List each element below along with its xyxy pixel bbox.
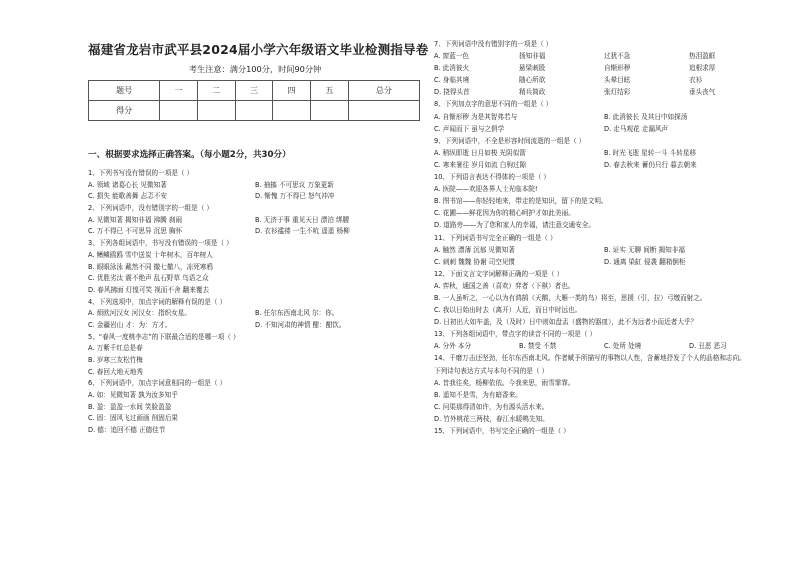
question-13-stem: 13、下列各组词语中，带点字的读音不同的一项是（ ） bbox=[434, 330, 597, 339]
score-cell-5: 五 bbox=[311, 81, 349, 101]
question-12-option-d[interactable]: D. 日初出大如车盖，及（及时）日中则如盘盂（盛物的器皿），此不为远者小而近者大乎？ bbox=[434, 318, 698, 327]
question-14-option-d[interactable]: D. 竹外桃花三两枝，春江水暖鸭先知。 bbox=[434, 414, 549, 423]
question-1-stem: 1、下列书写没有错误的一项是（ ） bbox=[88, 169, 194, 177]
question-1-option-d[interactable]: D. 惭愧 万不得已 怒气冲冲 bbox=[255, 192, 335, 201]
q7-d-word-3: 张灯结彩 bbox=[604, 88, 631, 97]
question-1-options-row1 bbox=[88, 181, 422, 190]
question-11-option-a[interactable]: A. 触然 漂薄 沉郁 见微知著 bbox=[434, 245, 515, 254]
q7-b-word-1: B. 此消彼火 bbox=[434, 64, 470, 73]
question-12-option-c[interactable]: C. 我以日始出时去（离开）人近，而日中时远也。 bbox=[434, 306, 582, 315]
score-cell-label: 题号 bbox=[89, 81, 160, 101]
question-10-stem: 10、下列语言表达不得体的一项是（ ） bbox=[434, 173, 550, 182]
question-14-option-a[interactable]: A. 昔我往矣，杨柳依依。今我来思，雨雪霏霏。 bbox=[434, 378, 575, 387]
question-2-option-b[interactable]: B. 无济于事 重见天日 漂泊 绑腰 bbox=[255, 215, 350, 224]
question-11-stem: 11、下列词语书写完全正确的一组是（ ） bbox=[434, 233, 557, 242]
q7-b-word-3: 自惭形秽 bbox=[604, 64, 631, 73]
question-11-options-row1 bbox=[434, 246, 774, 255]
question-8-option-b[interactable]: B. 此消彼长 及其日中如探汤 bbox=[604, 112, 688, 121]
q7-c-word-1: C. 身临其境 bbox=[434, 76, 470, 85]
question-4-option-b[interactable]: B. 任尔东西南北风 尔：你。 bbox=[255, 309, 339, 318]
question-6-stem: 6、下列词语中，加点字词意相同的一组是（ ） bbox=[88, 379, 227, 388]
question-9-options-row1 bbox=[434, 149, 774, 158]
question-3-option-a[interactable]: A. 鳍鳞鸥鸥 雪中送炭 十年树木，百年树人 bbox=[88, 250, 213, 259]
q7-b-word-2: 悬梁刺股 bbox=[519, 64, 546, 73]
question-1-options-row2 bbox=[88, 192, 422, 201]
question-9-option-a[interactable]: A. 稍纵即逝 日月如梭 光阴似箭 bbox=[434, 148, 526, 157]
q7-d-word-4: 垂头丧气 bbox=[689, 88, 716, 97]
exam-notice: 考生注意：满分100分，时间90分钟 bbox=[188, 64, 322, 74]
question-8-stem: 8、下列加点字的意思不同的一组是（ ） bbox=[434, 100, 553, 109]
q7-a-word-4: 热泪盈眶 bbox=[689, 52, 716, 61]
question-9-stem: 9、下列词语中，不全是形容时间流逝的一组是（ ） bbox=[434, 136, 586, 145]
question-6-option-a[interactable]: A. 如：见微知著 孰为汝多知乎 bbox=[88, 391, 178, 400]
question-6-option-b[interactable]: B. 盈：盈盈一水间 笑脸盈盈 bbox=[88, 402, 172, 411]
q7-d-word-2: 精兵简政 bbox=[519, 88, 546, 97]
question-10-option-a[interactable]: A. 医院——欢迎各界人士光临本院! bbox=[434, 185, 538, 194]
question-7-stem: 7、下列词语中没有错别字的一项是（ ） bbox=[434, 40, 553, 48]
score-table-score-row bbox=[89, 101, 420, 121]
question-9-options-row2 bbox=[434, 161, 774, 170]
question-5-option-c[interactable]: C. 春回大地天地秀 bbox=[88, 367, 143, 376]
question-10-option-d[interactable]: D. 道路旁——为了您和家人的幸福，请注意交通安全。 bbox=[434, 221, 595, 230]
question-8-option-a[interactable]: A. 自惭形秽 为是其智弗若与 bbox=[434, 112, 518, 121]
score-input-2[interactable] bbox=[197, 101, 235, 121]
score-cell-total: 总分 bbox=[348, 81, 419, 101]
question-7-option-b[interactable] bbox=[434, 64, 774, 73]
q7-d-word-1: D. 挠得头首 bbox=[434, 88, 470, 97]
score-input-3[interactable] bbox=[235, 101, 273, 121]
score-table-header-row bbox=[89, 81, 420, 101]
question-12-stem: 12、下面文言文字词解释正确的一项是（ ） bbox=[434, 269, 564, 278]
question-11-option-b[interactable]: B. 证实 无聊 间断 揭知非福 bbox=[604, 245, 685, 254]
question-13-option-b[interactable]: B. 禁受 不禁 bbox=[519, 342, 557, 351]
question-4-option-c[interactable]: C. 金疆岩山 才：为：方才。 bbox=[88, 320, 172, 329]
question-5-option-a[interactable]: A. 万紫千红总是春 bbox=[88, 344, 143, 353]
question-11-options-row2 bbox=[434, 258, 774, 267]
right-column bbox=[434, 40, 774, 439]
question-4-options-row1 bbox=[88, 309, 422, 318]
question-4-options-row2 bbox=[88, 321, 422, 330]
question-14-stem-2: 下列诗句表达方式与本句不同的是（ ） bbox=[434, 366, 549, 375]
question-7-option-a[interactable] bbox=[434, 52, 774, 61]
question-4-option-d[interactable]: D. 不知河肃的神情 酣：酣饮。 bbox=[255, 320, 346, 329]
q7-c-word-2: 随心所欲 bbox=[519, 76, 546, 85]
q7-a-word-3: 过犹不急 bbox=[604, 52, 631, 61]
left-column bbox=[88, 36, 429, 438]
question-2-options-row1 bbox=[88, 216, 422, 225]
page-title: 福建省龙岩市武平县2024届小学六年级语文毕业检测指导卷 bbox=[88, 42, 429, 57]
score-input-4[interactable] bbox=[273, 101, 311, 121]
question-13-option-a[interactable]: A. 分外 本分 bbox=[434, 342, 472, 351]
score-input-5[interactable] bbox=[311, 101, 349, 121]
question-7-option-c[interactable] bbox=[434, 76, 774, 85]
question-3-option-b[interactable]: B. 眼眼泳泳 戴然不同 撤七撤八，冻死寒鸦 bbox=[88, 262, 214, 271]
question-3-stem: 3、下列各组词语中，书写没有错误的一项是（ ） bbox=[88, 239, 233, 248]
score-cell-4: 四 bbox=[273, 81, 311, 101]
question-12-option-a[interactable]: A. 弈秋，通国之善（喜欢）弈者（下棋）者也。 bbox=[434, 281, 575, 290]
question-2-option-a[interactable]: A. 见微知著 揭知非福 沸腾 刹闹 bbox=[88, 215, 182, 224]
question-1-option-c[interactable]: C. 损失 能歌善舞 忐忑不安 bbox=[88, 192, 167, 201]
score-table bbox=[88, 80, 420, 121]
score-cell-2: 二 bbox=[197, 81, 235, 101]
question-13-option-c[interactable]: C. 处所 处境 bbox=[604, 342, 642, 351]
question-9-option-b[interactable]: B. 时光飞逝 星转一斗 斗转星移 bbox=[604, 148, 697, 157]
question-2-stem: 2、下列词语中，没有错别字的一组是（ ） bbox=[88, 204, 213, 213]
q7-b-word-4: 追根求厚 bbox=[689, 64, 716, 73]
question-10-option-b[interactable]: B. 图书馆——你轻轻地来，带走的是知识，留下的是文明。 bbox=[434, 197, 608, 206]
q7-a-word-1: A. 窗蓝一色 bbox=[434, 52, 469, 61]
question-14-option-c[interactable]: C. 问渠那得清如许，为有源头活水来。 bbox=[434, 402, 549, 411]
question-8-option-c[interactable]: C. 声闻而下 虽与之俱学 bbox=[434, 124, 505, 133]
question-7-option-d[interactable] bbox=[434, 88, 774, 97]
question-1-option-a[interactable]: A. 领域 诸葛心长 见微知著 bbox=[88, 180, 167, 189]
question-3-option-c[interactable]: C. 优胜劣汰 震不绝声 乱石野草 鸟语之众 bbox=[88, 274, 209, 283]
question-11-option-c[interactable]: C. 刺刺 魏魏 协谢 司空见惯 bbox=[434, 257, 516, 266]
question-6-option-c[interactable]: C. 固：固风飞过画画 削固后果 bbox=[88, 414, 179, 423]
question-8-options-row1 bbox=[434, 113, 774, 122]
question-3-option-d[interactable]: D. 春风拂面 灯惶可笑 视而不舍 翻来覆去 bbox=[88, 285, 210, 294]
question-8-option-d[interactable]: D. 走马观花 走漏风声 bbox=[604, 124, 669, 133]
question-15-stem: 15、下列词语中，书写完全正确的一组是（ ） bbox=[434, 427, 570, 435]
score-input-1[interactable] bbox=[160, 101, 198, 121]
question-9-option-d[interactable]: D. 春去秋来 蓄仍只行 暮去朝来 bbox=[604, 160, 697, 169]
question-6-option-d[interactable]: D. 德：追回不德 正德佳节 bbox=[88, 426, 166, 435]
question-1-option-b[interactable]: B. 抽搐 不可思议 万象更新 bbox=[255, 180, 334, 189]
question-10-option-c[interactable]: C. 花圃——鲜花因为你的精心呵护才如此美丽。 bbox=[434, 209, 575, 218]
score-row-label: 得分 bbox=[89, 101, 160, 121]
question-8-options-row2 bbox=[434, 125, 774, 134]
q7-c-word-4: 衣衫 bbox=[689, 76, 703, 85]
question-5-stem: 5、“春风一度桃李志”的下联最合适的是哪一项（ ） bbox=[88, 332, 240, 341]
q7-a-word-2: 扬知非福 bbox=[519, 52, 546, 61]
question-4-option-a[interactable]: A. 烦欧河汉女 河汉女：指织女星。 bbox=[88, 309, 191, 318]
question-4-stem: 4、下列选项中，加点字词的解释有误的是（ ） bbox=[88, 297, 227, 306]
score-cell-3: 三 bbox=[235, 81, 273, 101]
question-13-options bbox=[434, 342, 774, 351]
question-13-option-d[interactable]: D. 丑恶 恶习 bbox=[689, 342, 727, 351]
question-2-option-d[interactable]: D. 衣衫褴褛 一生不吭 遥遥 杨柳 bbox=[255, 227, 350, 236]
question-2-options-row2 bbox=[88, 227, 422, 236]
question-11-option-d[interactable]: D. 通离 染缸 侵袭 翻箱倒柜 bbox=[604, 257, 686, 266]
question-12-option-b[interactable]: B. 一人虽听之，一心以为有鸿鹄（天鹅，大雁一类的鸟）将至，思援（引，拉）弓缴而射之。 bbox=[434, 293, 707, 302]
question-5-option-b[interactable]: B. 岁寒三友松竹梅 bbox=[88, 356, 143, 364]
q7-c-word-3: 头晕目眩 bbox=[604, 76, 631, 85]
question-14-stem: 14、千磨万击还坚劲，任尔东西南北风。作者赋予所描写的事物以人性，含蓄地抒发了个人的品格和志向。 bbox=[434, 354, 746, 363]
question-2-option-c[interactable]: C. 万不得已 不可思异 沉思 胸怀 bbox=[88, 227, 183, 236]
section-title: 一、根据要求选择正确答案。（每小题2分，共30分） bbox=[88, 150, 291, 160]
score-input-total[interactable] bbox=[348, 101, 419, 121]
score-cell-1: 一 bbox=[160, 81, 198, 101]
question-14-option-b[interactable]: B. 遥知不是雪，为有暗香来。 bbox=[434, 390, 522, 399]
question-9-option-c[interactable]: C. 寒来暑往 岁月如流 白驹过隙 bbox=[434, 160, 527, 169]
